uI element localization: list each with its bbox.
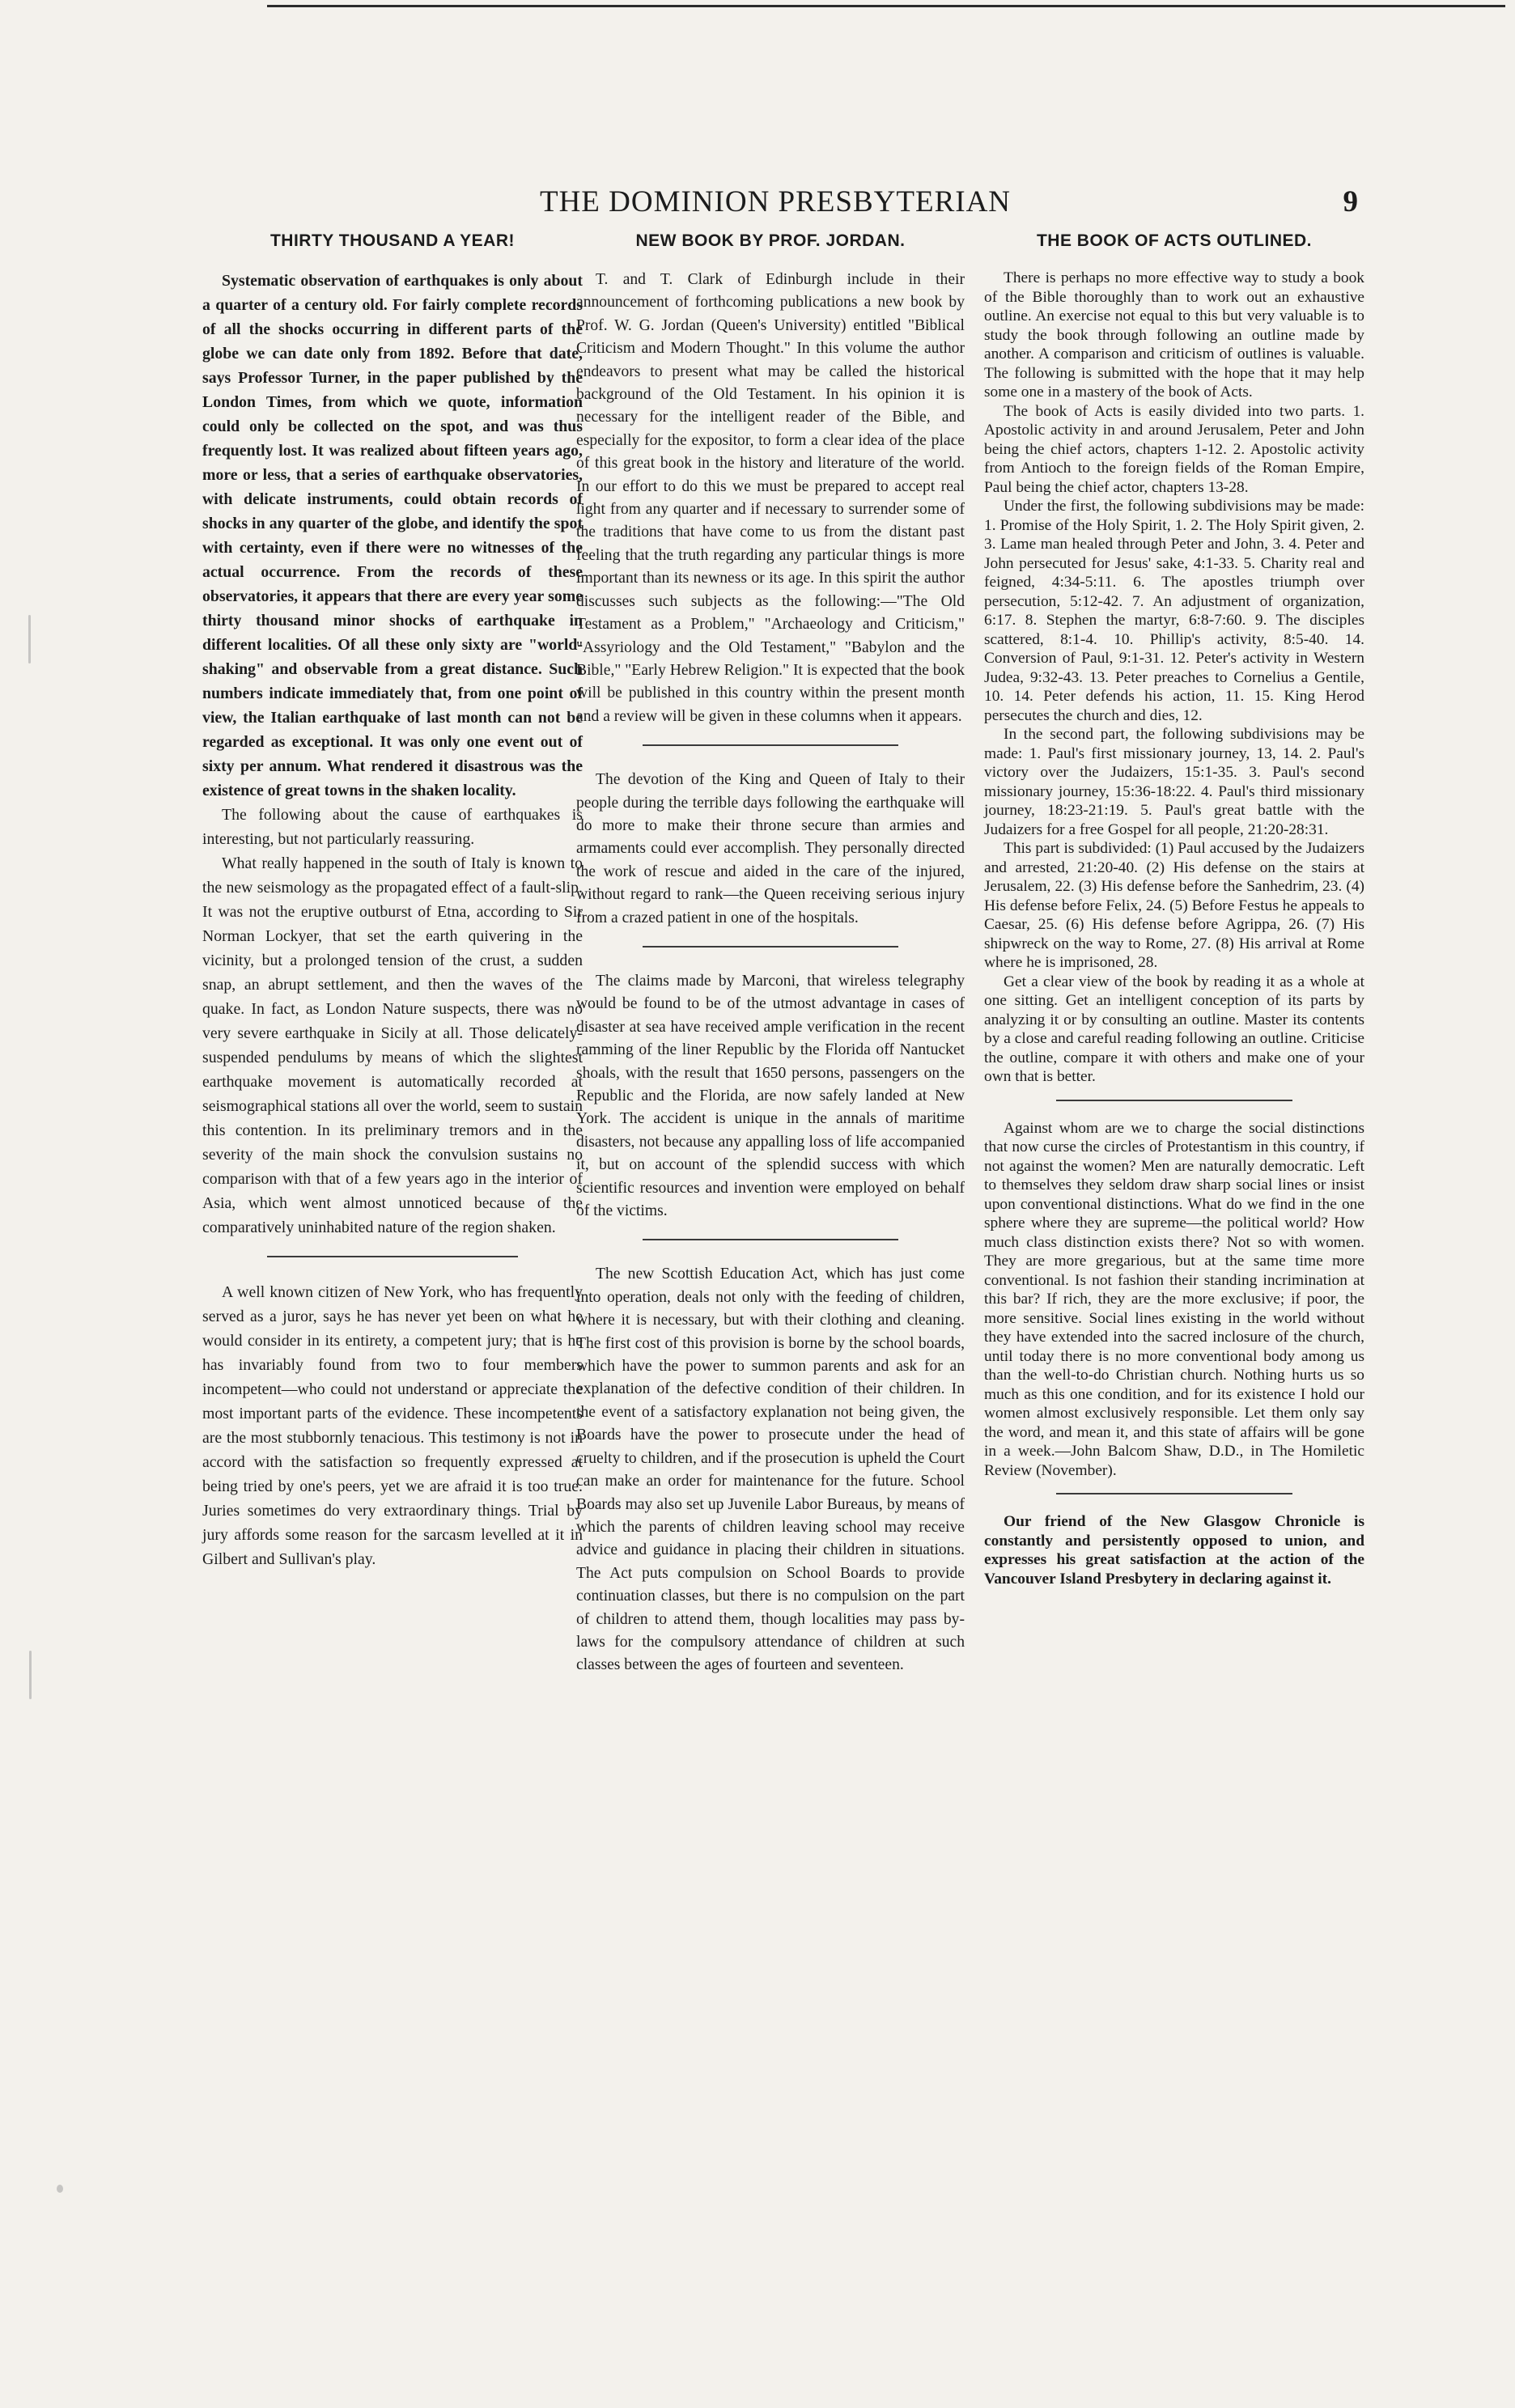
article-paragraph: In the second part, the following subdivisions may be made: 1. Paul's first missionary journey, 13, 14. 2. Paul's victory over the Judaizers, 15:1-35. 3. Paul's second missionary journey, 15:36-18:22. 4. Paul's third missionary journey, 18:23-21:19. 5. Paul's great battle with the Judaizers for a free Gospel for all people, 21:20-28:31. [984,726,1364,838]
ink-smudge [28,615,31,663]
article-paragraph: Our friend of the New Glasgow Chronicle is constantly and persistently opposed to union, and expresses his great satisfaction at the action of the Vancouver Island Presbytery in declaring against it. [984,1513,1364,1588]
article-paragraph: The claims made by Marconi, that wireless telegraphy would be found to be of the utmost advantage in cases of disaster at sea have received ample verification in the recent ramming of the liner Republic by the Florida off Nantucket shoals, with the result that 1650 persons, passengers on the Republic and the Florida, are now safely landed at New York. The accident is unique in the annals of maritime disasters, not because any appalling loss of life accompanied it, but on account of the splendid success with which scientific resources and invention were employed on behalf of the victims. [576,972,965,1220]
page-number: 9 [1343,185,1358,218]
article-heading: THE BOOK OF ACTS OUTLINED. [1036,231,1313,250]
ink-smudge [29,1651,32,1699]
article-paragraph: The book of Acts is easily divided into two parts. 1. Apostolic activity in and around Jerusalem, Peter and John being the chief actors, chapters 1-12. 2. Apostolic activity from Antioch to the foreign fields of the Roman Empire, Paul being the chief actor, chapters 13-28. [984,402,1364,496]
ink-smudge [57,2185,63,2193]
article-heading: NEW BOOK BY PROF. JORDAN. [635,231,906,250]
article-paragraph: Get a clear view of the book by reading it as a whole at one sitting. Get an intelligent conception of its parts by analyzing it or by consulting an outline. Master its contents by a close and careful reading following an outline. Criticise the outline, compare it with others and make one of your own that is better. [984,973,1364,1085]
article-paragraph: The new Scottish Education Act, which has just come into operation, deals not only with the feeding of children, where it is necessary, but with their clothing and cleaning. The first cost of this provision is borne by the school boards, which have the power to summon parents and ask for an explanation of the defective condition of their children. In the event of a satisfactory explanation not being given, the Boards have the power to prosecute under the head of cruelty to children, and if the prosecution is upheld the Court can make an order for maintenance for the future. School Boards may also set up Juvenile Labor Bureaus, by means of which the parents of children leaving school may receive advice and guidance in placing their children in situations. The Act puts compulsion on School Boards to provide continuation classes, but there is no compulsion on the part of children to attend them, though localities may pass by-laws for the compulsory attendance of children at such classes between the ages of fourteen and seventeen. [576,1265,965,1674]
article-heading: THIRTY THOUSAND A YEAR! [269,231,515,250]
column-right [984,231,1364,1588]
separator-rule [643,744,899,746]
article-paragraph: This part is subdivided: (1) Paul accused by the Judaizers and arrested, 21:20-40. (2) His defense on the stairs at Jerusalem, 22. (3) His defense before the Sanhedrim, 23. (4) His defense before Felix, 24. (5) Before Festus he appeals to Caesar, 25. (6) His defense before Agrippa, 26. (7) His shipwreck on the way to Rome, 27. (8) His arrival at Rome where he is imprisoned, 28. [984,840,1364,971]
separator-rule [643,946,899,948]
article-paragraph: The following about the cause of earthquakes is interesting, but not particularly reassuring. [202,806,583,848]
column-left [202,231,583,1571]
separator-rule [267,1256,518,1257]
article-paragraph: Against whom are we to charge the social distinctions that now curse the circles of Protestantism in this country, if not against the women? Men are naturally democratic. Left to themselves they seldom draw sharp social lines or insist upon conventional distinctions. What do we find in the one sphere where they are supreme—the political world? How much class distinction exists there? Not so with women. They are more gregarious, but at the same time more conventional. Is not fashion their standing incrimination at this bar? If rich, they are the more exclusive; if poor, the more sensitive. Social lines existing in the world without they have extended into the sacred inclosure of the church, until today there is no more conventional body among us than the well-to-do Christian church. Nothing hurts us so much as this one condition, and for its existence I hold our women almost exclusively responsible. Let them only say the word, and mean it, and this state of affairs will be gone in a week.—John Balcom Shaw, D.D., in The Homiletic Review (November). [984,1119,1364,1479]
article-paragraph: T. and T. Clark of Edinburgh include in their announcement of forthcoming publications a new book by Prof. W. G. Jordan (Queen's University) entitled "Biblical Criticism and Modern Thought." In this volume the author endeavors to present what may be called the historical background of the Old Testament. In his opinion it is necessary for the intelligent reader of the Bible, and especially for the expositor, to form a clear idea of the place of this great book in the history and literature of the world. In our effort to do this we must be prepared to accept real light from any quarter and if necessary to surrender some of the traditions that have come to us from the distant past feeling that the truth regarding any particular things is more important than its newness or its age. In this spirit the author discusses such subjects as the following:—"The Old Testament as a Problem," "Archaeology and Criticism," "Assyriology and the Old Testament," "Babylon and the Bible," "Early Hebrew Religion." It is expected that the book will be published in this country within the present month and a review will be given in these columns when it appears. [576,271,965,725]
page-header [193,184,1358,220]
article-paragraph: A well known citizen of New York, who has frequently served as a juror, says he has never yet been on what he would consider in its entirety, a competent jury; that is he has invariably found from two to four members incompetent—who could not understand or appreciate the most important parts of the evidence. These incompetents are the most stubbornly tenacious. This testimony is not in accord with the satisfaction so frequently expressed at being tried by one's peers, yet we are afraid it is too true. Juries sometimes do very extraordinary things. Trial by jury affords some reason for the sarcasm levelled at it in Gilbert and Sullivan's play. [202,1283,583,1568]
article-paragraph: Under the first, the following subdivisions may be made: 1. Promise of the Holy Spirit, 1. 2. The Holy Spirit given, 2. 3. Lame man healed through Peter and John, 3. 4. Peter and John persecuted for Jesus' sake, 4:1-33. 5. Charity real and feigned, 4:34-5:11. 6. The apostles triumph over persecution, 5:12-42. 7. An adjustment of organization, 6:17. 8. Stephen the martyr, 6:8-7:60. 9. The disciples scattered, 8:1-4. 10. Phillip's activity, 8:5-40. 14. Conversion of Paul, 9:1-31. 12. Peter's activity in Western Judea, 9:32-43. 13. Peter preaches to Cornelius a Gentile, 10. 14. Peter defends his action, 11. 15. King Herod persecutes the church and dies, 12. [984,498,1364,724]
separator-rule [643,1239,899,1240]
newspaper-title: THE DOMINION PRESBYTERIAN [539,185,1012,218]
article-paragraph: There is perhaps no more effective way to study a book of the Bible thoroughly than to work out an exhaustive outline. An exercise not equal to this but very valuable is to study the book through following an outline made by another. A comparison and criticism of outlines is valuable. The following is submitted with the hope that it may help some one in a mastery of the book of Acts. [984,269,1364,401]
column-middle [576,231,965,1677]
article-paragraph: Systematic observation of earthquakes is only about a quarter of a century old. For fairly complete records of all the shocks occurring in different parts of the globe we can date only from 1892. Before that date, says Professor Turner, in the paper published by the London Times, from which we quote, information could only be collected on the spot, and was thus frequently lost. It was realized about fifteen years ago, more or less, that a series of earthquake observatories, with delicate instruments, could obtain records of shocks in any quarter of the globe, and identify the spot with certainty, even if there were no witnesses of the actual occurrence. From the records of these observatories, it appears that there are every year some thirty thousand minor shocks of earthquake in different localities. Of all these only sixty are "world-shaking" and observable from a great distance. Such numbers indicate immediately that, from one point of view, the Italian earthquake of last month can not be regarded as exceptional. It was only one event out of sixty per annum. What rendered it disastrous was the existence of great towns in the shaken locality. [202,272,583,799]
article-paragraph: The devotion of the King and Queen of Italy to their people during the terrible days following the earthquake will do more to make their throne secure than armies and armaments could ever accomplish. They personally directed the work of rescue and aided in the care of the injured, without regard to rank—the Queen receiving serious injury from a crazed patient in one of the hospitals. [576,771,965,926]
separator-rule [1056,1100,1292,1101]
separator-rule [1056,1493,1292,1494]
article-paragraph: What really happened in the south of Italy is known to the new seismology as the propagated effect of a fault-slip. It was not the eruptive outburst of Etna, according to Sir Norman Lockyer, that set the earth quivering in the vicinity, but a prolonged tension of the crust, a sudden snap, an abrupt settlement, and then the waves of the quake. In fact, as London Nature suspects, there was no very severe earthquake in Sicily at all. Those delicately-suspended pendulums by means of which the slightest earthquake movement is automatically recorded at seismographical stations all over the world, seem to sustain this contention. In its preliminary tremors and in the severity of the main shock the convulsion sustains no comparison with that of a few years ago in the interior of Asia, which went almost unnoticed because of the comparatively uninhabited nature of the region shaken. [202,854,583,1236]
top-rule [267,5,1505,7]
